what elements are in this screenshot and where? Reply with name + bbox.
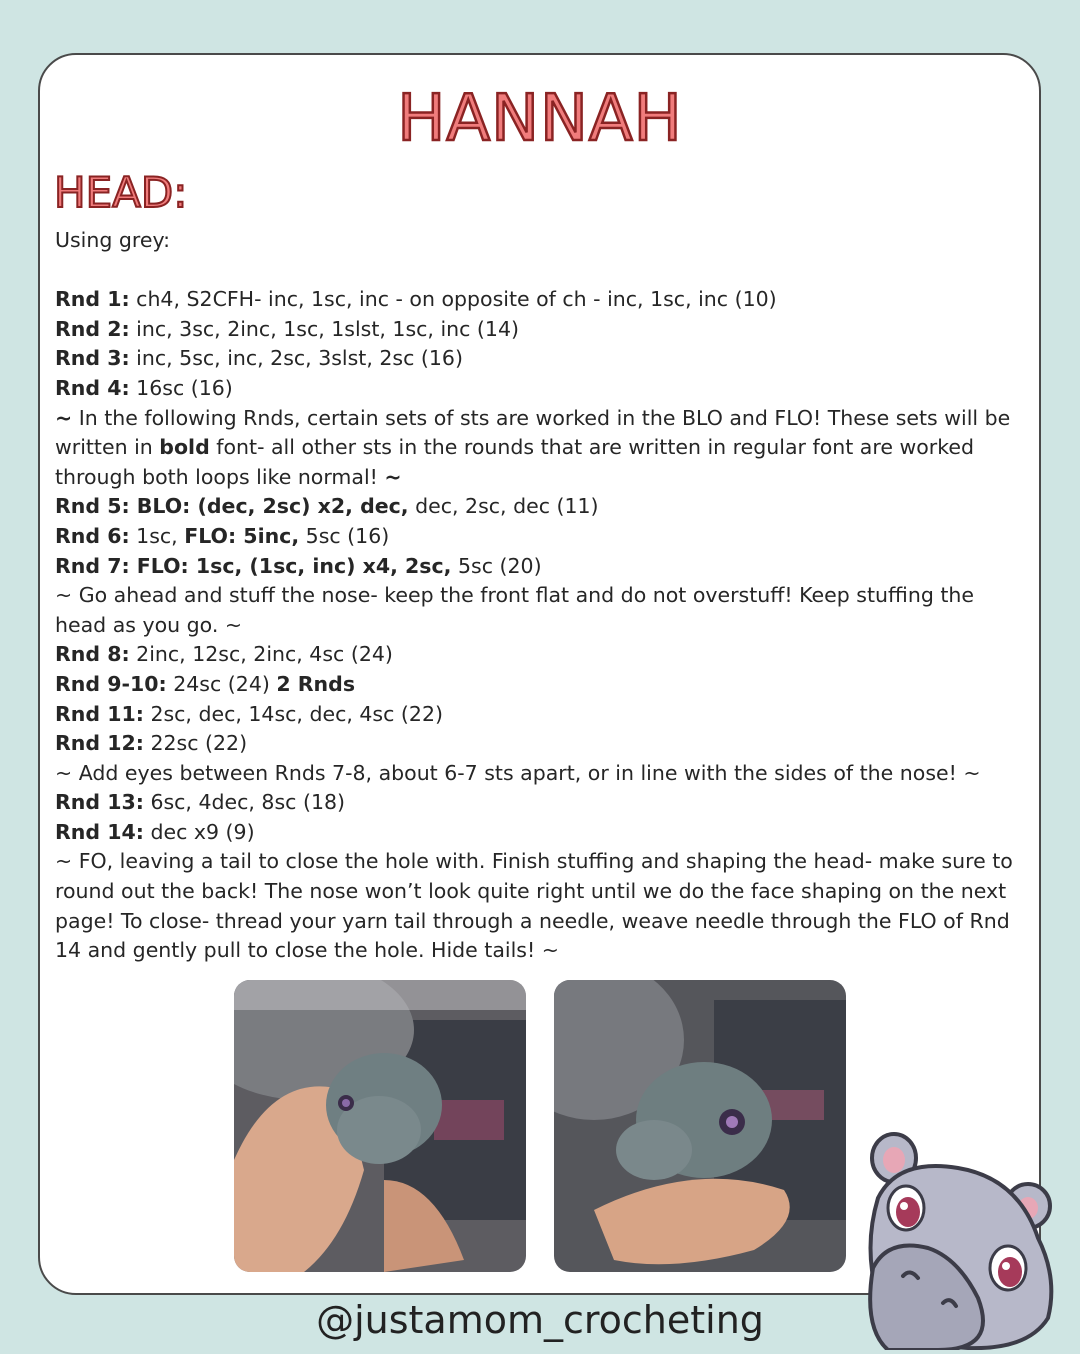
note-stuffing: ~ Go ahead and stuff the nose- keep the front flat and do not overstuff! Keep stuffing the head as you go. ~ xyxy=(55,583,974,637)
round-line: Rnd 12: 22sc (22) xyxy=(55,731,248,756)
round-line: Rnd 11: 2sc, dec, 14sc, dec, 4sc (22) xyxy=(55,701,443,726)
note-eyes: ~ Add eyes between Rnds 7-8, about 6-7 sts apart, or in line with the sides of the nose! ~ xyxy=(55,760,981,785)
round-line: Rnd 7: FLO: 1sc, (1sc, inc) x4, 2sc, 5sc (20) xyxy=(55,553,542,578)
photo-head-front xyxy=(234,980,526,1272)
note-finish: ~ FO, leaving a tail to close the hole with. Finish stuffing and shaping the head- make sure to round out the back! The nose won’t look quite right until we do the face shaping on the next page! To close- thread your yarn tail through a needle, weave needle through the FLO of Rnd 14 and gently pull to close the hole. Hide tails! ~ xyxy=(55,849,1013,963)
round-line: Rnd 6: 1sc, FLO: 5inc, 5sc (16) xyxy=(55,523,390,548)
round-line: Rnd 13: 6sc, 4dec, 8sc (18) xyxy=(55,790,346,815)
round-line: Rnd 9-10: 24sc (24) 2 Rnds xyxy=(55,671,356,696)
round-line: Rnd 14: dec x9 (9) xyxy=(55,819,255,844)
round-line: Rnd 4: 16sc (16) xyxy=(55,375,233,400)
round-line: Rnd 8: 2inc, 12sc, 2inc, 4sc (24) xyxy=(55,642,393,667)
round-line: Rnd 2: inc, 3sc, 2inc, 1sc, 1slst, 1sc, inc (14) xyxy=(55,316,520,341)
note-loops: ~ In the following Rnds, certain sets of sts are worked in the BLO and FLO! These sets will be written in bold font- all other sts in the rounds that are written in regular font are worked through both loops like normal! ~ xyxy=(55,405,1011,489)
hippo-mascot-icon xyxy=(858,1128,1068,1354)
round-line: Rnd 1: ch4, S2CFH- inc, 1sc, inc - on opposite of ch - inc, 1sc, inc (10) xyxy=(55,287,777,312)
pattern-instructions xyxy=(55,226,1030,966)
section-heading: HEAD: xyxy=(54,168,188,217)
photo-head-side xyxy=(554,980,846,1272)
social-handle: @justamom_crocheting xyxy=(316,1298,764,1342)
round-line: Rnd 3: inc, 5sc, inc, 2sc, 3slst, 2sc (16) xyxy=(55,346,463,371)
intro-text: Using grey: xyxy=(55,228,171,252)
round-line: Rnd 5: BLO: (dec, 2sc) x2, dec, dec, 2sc, dec (11) xyxy=(55,494,599,519)
pattern-title: HANNAH xyxy=(397,82,683,156)
